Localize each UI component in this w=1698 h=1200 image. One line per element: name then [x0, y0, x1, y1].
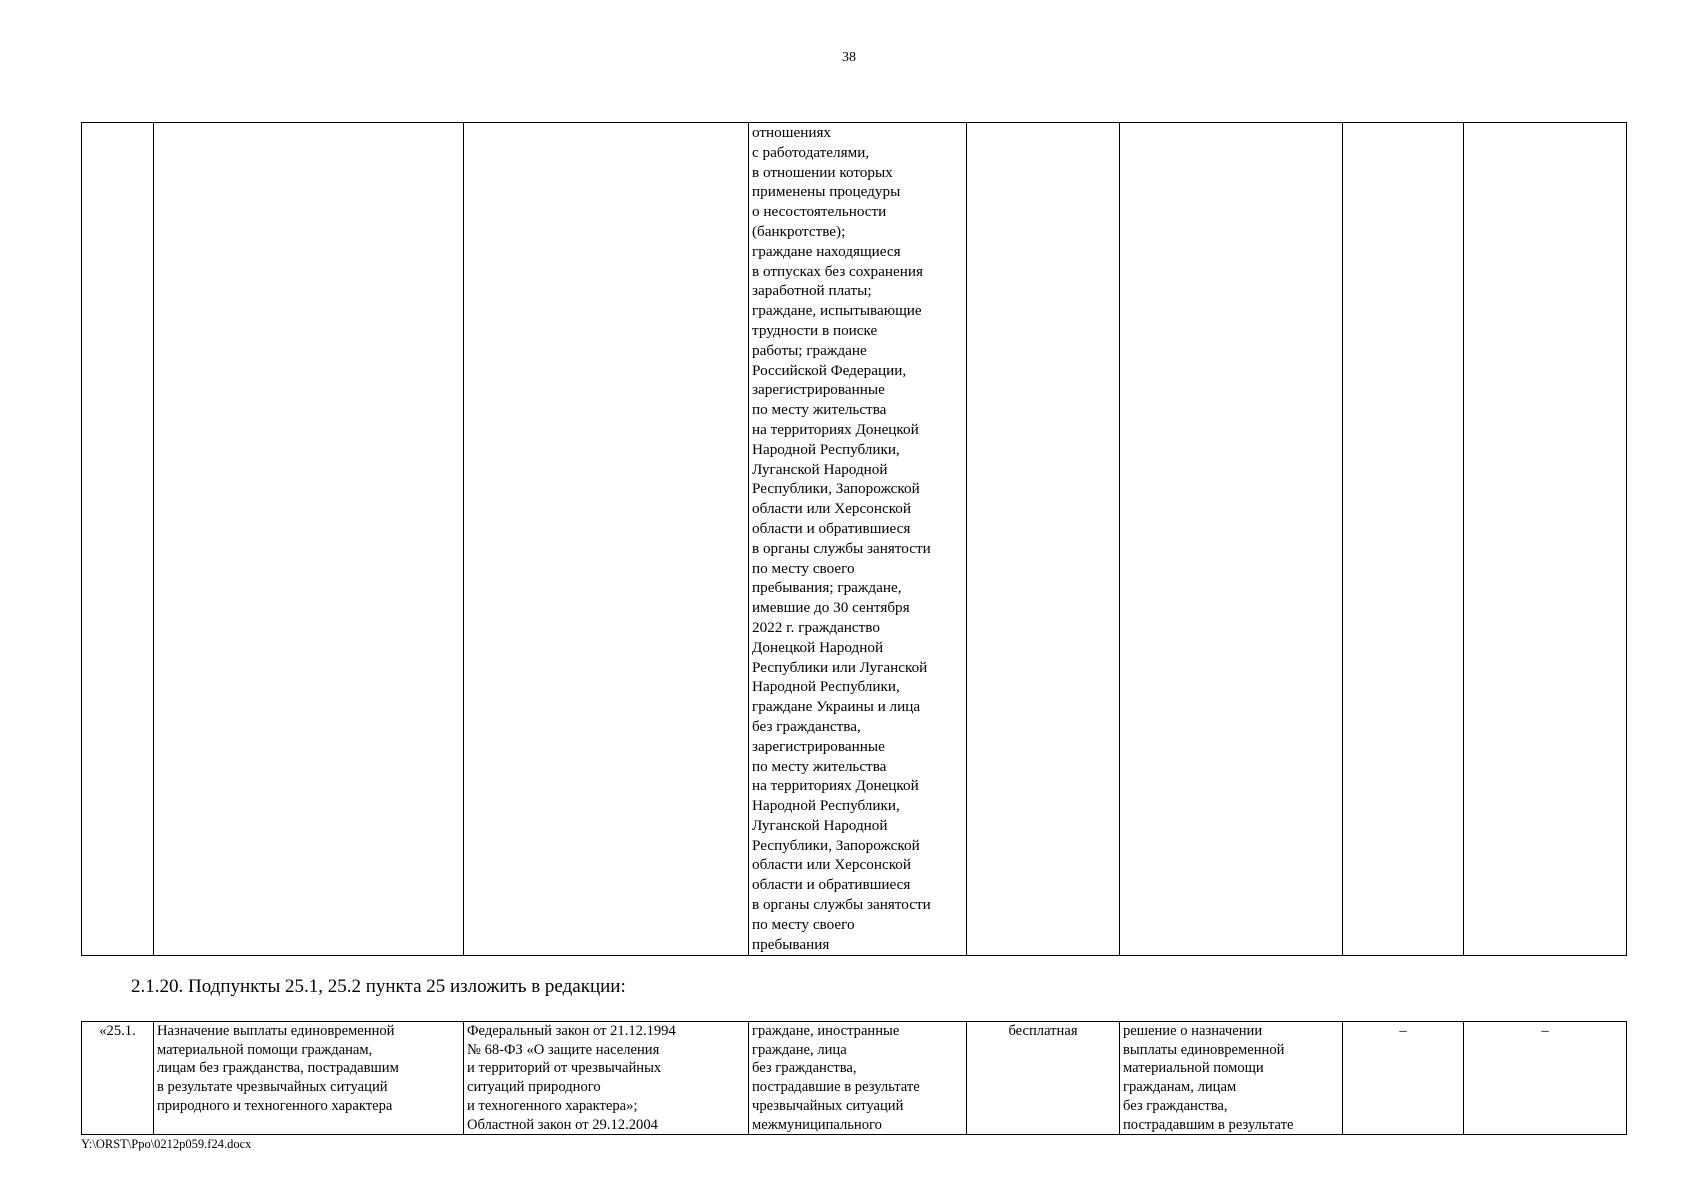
table-row [82, 1022, 1627, 1135]
legal-basis-cell: Федеральный закон от 21.12.1994 № 68-ФЗ «О защите населения и территорий от чрезвычайных ситуаций природного и техногенного характера»; Областной закон от 29.12.2004 [464, 1022, 749, 1135]
section-heading: 2.1.20. Подпункты 25.1, 25.2 пункта 25 изложить в редакции: [131, 976, 626, 997]
column-7-cell: – [1343, 1022, 1464, 1135]
file-path-footer: Y:\ORST\Ppo\0212p059.f24.docx [81, 1137, 252, 1151]
row-number-cell [82, 123, 154, 956]
services-table-new-edition [81, 1021, 1627, 1135]
column-8-cell [1464, 123, 1627, 956]
recipients-cell: отношениях с работодателями, в отношении которых применены процедуры о несостоятельности (банкротстве); граждане находящиеся в отпусках без сохранения заработной платы; граждане, испытывающие трудности в поиске работы; граждане Российской Федерации, зарегистрированные по месту жительства на территориях Донецкой Народной Республики, Луганской Народной Республики, Запорожской области или Херсонской области и обратившиеся в органы службы занятости по месту своего пребывания; граждане, имевшие до 30 сентября 2022 г. гражданство Донецкой Народной Республики или Луганской Народной Республики, граждане Украины и лица без гражданства, зарегистрированные по месту жительства на территориях Донецкой Народной Республики, Луганской Народной Республики, Запорожской области или Херсонской области и обратившиеся в органы службы занятости по месту своего пребывания [749, 123, 967, 956]
services-table-continued [81, 122, 1627, 956]
result-cell: решение о назначении выплаты единовременной материальной помощи гражданам, лицам без гражданства, пострадавшим в результате [1120, 1022, 1343, 1135]
fee-cell [967, 123, 1120, 956]
result-cell [1120, 123, 1343, 956]
column-7-cell [1343, 123, 1464, 956]
service-name-cell: Назначение выплаты единовременной материальной помощи гражданам, лицам без гражданства, пострадавшим в результате чрезвычайных ситуаций природного и техногенного характера [154, 1022, 464, 1135]
recipients-cell: граждане, иностранные граждане, лица без гражданства, пострадавшие в результате чрезвычайных ситуаций межмуниципального [749, 1022, 967, 1135]
column-8-cell: – [1464, 1022, 1627, 1135]
fee-cell: бесплатная [967, 1022, 1120, 1135]
table-row [82, 123, 1627, 956]
row-number-cell: «25.1. [82, 1022, 154, 1135]
service-name-cell [154, 123, 464, 956]
page-number: 38 [842, 50, 856, 65]
legal-basis-cell [464, 123, 749, 956]
